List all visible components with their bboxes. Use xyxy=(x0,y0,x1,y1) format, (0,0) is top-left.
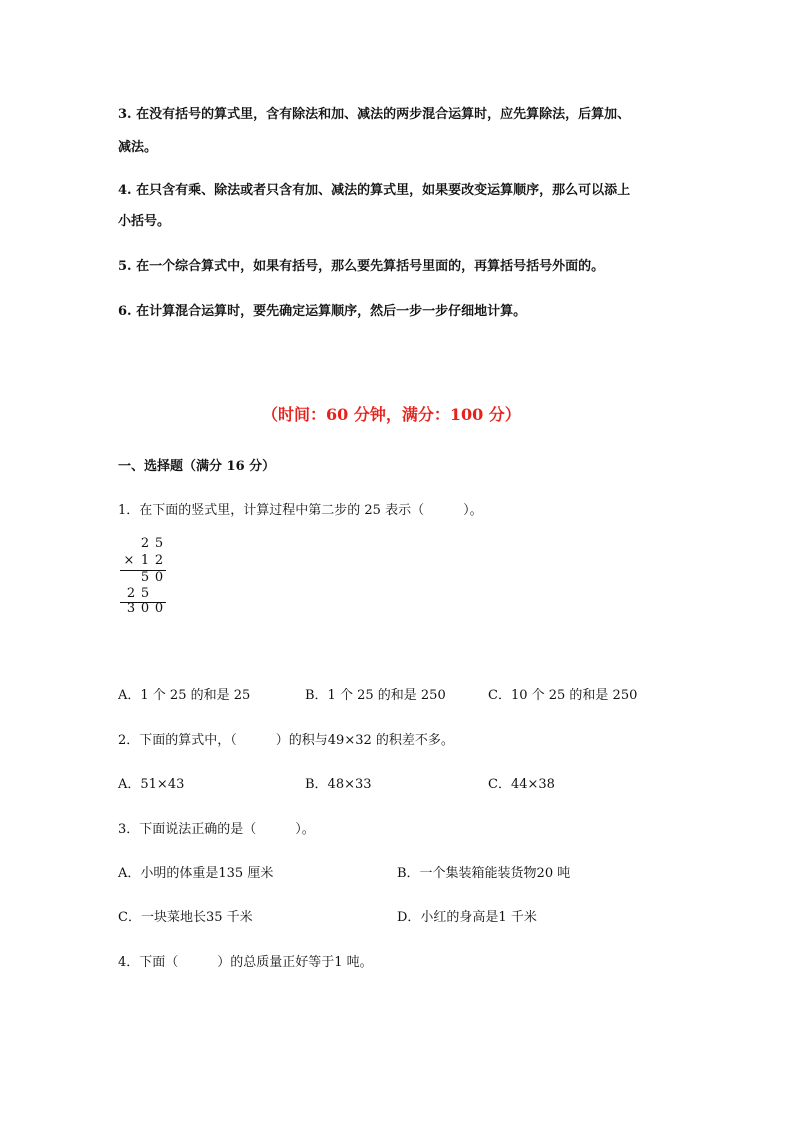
rule-3-line2: 减法。 xyxy=(118,140,158,155)
rule-4-line1: 4. 在只含有乘、除法或者只含有加、减法的算式里，如果要改变运算顺序，那么可以添上 xyxy=(118,183,631,198)
question-4-stem: 4．下面（ ）的总质量正好等于1 吨。 xyxy=(118,955,373,970)
q2-option-a[interactable]: A．51×43 xyxy=(118,777,185,792)
digit: 2 xyxy=(154,553,164,568)
q2-option-c[interactable]: C．44×38 xyxy=(488,777,555,792)
q3-option-a[interactable]: A．小明的体重是135 厘米 xyxy=(118,866,274,881)
digit: 2 xyxy=(126,586,136,601)
exam-time-score: （时间：60 分钟，满分：100 分） xyxy=(262,405,521,424)
digit: 5 xyxy=(154,536,164,551)
digit: 3 xyxy=(126,601,136,616)
q3-option-c[interactable]: C．一块菜地长35 千米 xyxy=(118,910,253,925)
rule-6: 6. 在计算混合运算时，要先确定运算顺序，然后一步一步仔细地计算。 xyxy=(118,304,527,319)
digit: 2 xyxy=(140,536,150,551)
digit: 1 xyxy=(140,553,150,568)
rule-3-line1: 3. 在没有括号的算式里，含有除法和加、减法的两步混合运算时，应先算除法，后算加、 xyxy=(118,107,631,122)
section-title-choice: 一、选择题（满分 16 分） xyxy=(118,459,276,474)
q2-option-b[interactable]: B．48×33 xyxy=(305,777,372,792)
q1-option-b[interactable]: B．1 个 25 的和是 250 xyxy=(305,688,446,703)
q3-option-b[interactable]: B．一个集装箱能装货物20 吨 xyxy=(397,866,571,881)
rule-5: 5. 在一个综合算式中，如果有括号，那么要先算括号里面的，再算括号括号外面的。 xyxy=(118,259,605,274)
q1-option-a[interactable]: A．1 个 25 的和是 25 xyxy=(118,688,251,703)
digit: 5 xyxy=(140,570,150,585)
digit: 0 xyxy=(140,601,150,616)
rule-4-line2: 小括号。 xyxy=(118,214,171,229)
question-3-stem: 3．下面说法正确的是（ ）。 xyxy=(118,822,315,837)
digit: 5 xyxy=(140,586,150,601)
digit: 0 xyxy=(154,570,164,585)
q3-option-d[interactable]: D．小红的身高是1 千米 xyxy=(397,910,537,925)
digit: 0 xyxy=(154,601,164,616)
question-2-stem: 2．下面的算式中，（ ）的积与49×32 的积差不多。 xyxy=(118,733,454,748)
vertical-multiplication xyxy=(118,534,178,624)
times-sign: × xyxy=(123,553,135,568)
q1-option-c[interactable]: C．10 个 25 的和是 250 xyxy=(488,688,638,703)
question-1-stem: 1．在下面的竖式里，计算过程中第二步的 25 表示（ ）。 xyxy=(118,503,483,518)
